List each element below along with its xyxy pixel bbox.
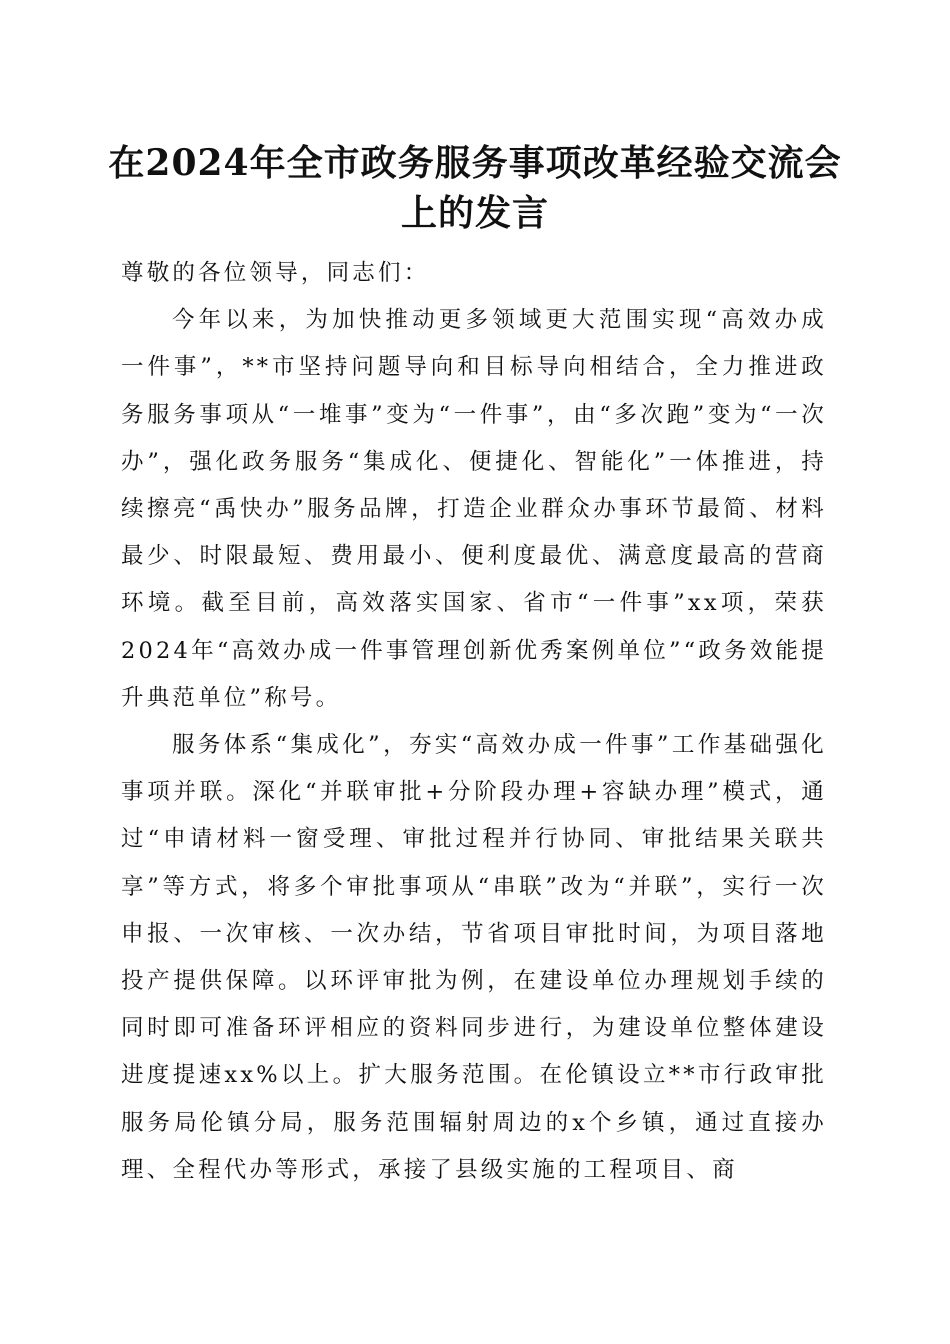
paragraph-service-system: 服务体系“集成化”，夯实“高效办成一件事”工作基础强化事项并联。深化“并联审批+分阶段办理+容缺办理”模式，通过“申请材料一窗受理、审批过程并行协同、审批结果关联共享”等方式，将多个审批事项从“串联”改为“并联”，实行一次申报、一次审核、一次办结，节省项目审批时间，为项目落地投产提供保障。以环评审批为例，在建设单位办理规划手续的同时即可准备环评相应的资料同步进行，为建设单位整体建设进度提速xx%以上。扩大服务范围。在伦镇设立**市行政审批服务局伦镇分局，服务范围辐射周边的x个乡镇，通过直接办理、全程代办等形式，承接了县级实施的工程项目、商 [121,732,827,1183]
title-line-1: 在2024年全市政务服务事项改革经验交流会 [108,142,842,184]
document-title [100,138,850,238]
title-line-2: 上的发言 [400,192,549,234]
document-body [121,250,827,1194]
paragraph-intro: 今年以来，为加快推动更多领域更大范围实现“高效办成一件事”，**市坚持问题导向和目标导向相结合，全力推进政务服务事项从“一堆事”变为“一件事”，由“多次跑”变为“一次办”，强化政务服务“集成化、便捷化、智能化”一体推进，持续擦亮“禹快办”服务品牌，打造企业群众办事环节最简、材料最少、时限最短、费用最小、便利度最优、满意度最高的营商环境。截至目前，高效落实国家、省市“一件事”xx项，荣获2024年“高效办成一件事管理创新优秀案例单位”“政务效能提升典范单位”称号。 [121,307,827,711]
salutation: 尊敬的各位领导，同志们： [121,260,430,286]
